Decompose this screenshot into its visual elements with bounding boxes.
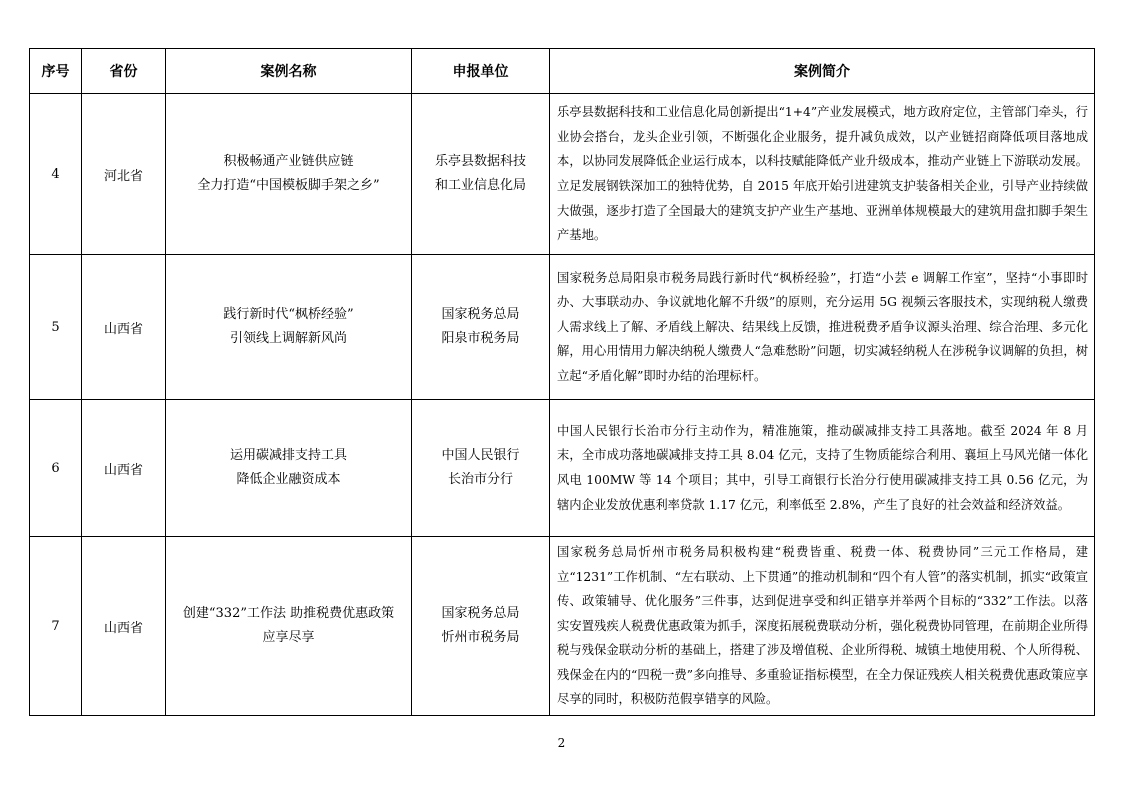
header-province: 省份 [82, 49, 166, 94]
cell-case-name [166, 94, 412, 255]
header-seq: 序号 [30, 49, 82, 94]
cell-unit [412, 94, 550, 255]
unit-line: 忻州市税务局 [441, 630, 520, 645]
cell-intro: 中国人民银行长治市分行主动作为，精准施策，推动碳减排支持工具落地。截至 2024 年 8 月末，全市成功落地碳减排支持工具 8.04 亿元，支持了生物质能综合利用、襄垣上马风光储一体化风电 100MW 等 14 个项目；其中，引导工商银行长治分行使用碳减排支持工具 0.56 亿元，为辖内企业发放优惠利率贷款 1.17 亿元，利率低至 2.8%，产生了良好的社会效益和经济效益。 [550, 400, 1095, 537]
header-intro: 案例简介 [550, 49, 1095, 94]
unit-line: 和工业信息化局 [434, 178, 526, 193]
case-name-line: 降低企业融资成本 [236, 472, 341, 487]
table-row [30, 255, 1095, 400]
table-row [30, 400, 1095, 537]
unit-line: 国家税务总局 [441, 606, 520, 621]
header-unit: 申报单位 [412, 49, 550, 94]
table-row [30, 94, 1095, 255]
cell-seq: 6 [30, 400, 82, 537]
case-name-line: 全力打造“中国模板脚手架之乡” [197, 178, 380, 193]
cell-seq: 7 [30, 537, 82, 716]
cell-intro: 国家税务总局阳泉市税务局践行新时代“枫桥经验”，打造“小芸 e 调解工作室”，坚持“小事即时办、大事联动办、争议就地化解不升级”的原则，充分运用 5G 视频云客服技术，实现纳税人缴费人需求线上了解、矛盾线上解决、结果线上反馈，推进税费矛盾争议源头治理、综合治理、多元化解，用心用情用力解决纳税人缴费人“急难愁盼”问题，切实减轻纳税人在涉税争议调解的负担，树立起“矛盾化解”即时办结的治理标杆。 [550, 255, 1095, 400]
cell-province: 山西省 [82, 400, 166, 537]
cell-case-name [166, 400, 412, 537]
case-name-line: 积极畅通产业链供应链 [223, 154, 354, 169]
header-case-name: 案例名称 [166, 49, 412, 94]
unit-line: 乐亭县数据科技 [434, 154, 526, 169]
cell-seq: 5 [30, 255, 82, 400]
case-name-line: 践行新时代“枫桥经验” [223, 307, 354, 322]
cases-table [29, 48, 1095, 716]
page-number: 2 [557, 736, 566, 750]
cell-province: 山西省 [82, 537, 166, 716]
cell-province: 山西省 [82, 255, 166, 400]
unit-line: 阳泉市税务局 [441, 331, 520, 346]
case-name-line: 创建“332”工作法 助推税费优惠政策 [182, 606, 395, 621]
cell-province: 河北省 [82, 94, 166, 255]
cell-case-name [166, 255, 412, 400]
cell-unit [412, 255, 550, 400]
cell-case-name [166, 537, 412, 716]
case-name-line: 应享尽享 [262, 630, 315, 645]
cell-seq: 4 [30, 94, 82, 255]
cell-intro: 国家税务总局忻州市税务局积极构建“税费皆重、税费一体、税费协同”三元工作格局，建立“1231”工作机制、“左右联动、上下贯通”的推动机制和“四个有人管”的落实机制，抓实“政策宣传、政策辅导、优化服务”三件事，达到促进享受和纠正错享并举两个目标的“332”工作法。以落实安置残疾人税费优惠政策为抓手，深度拓展税费联动分析，强化税费协同管理，在前期企业所得税与残保金联动分析的基础上，搭建了涉及增值税、企业所得税、城镇土地使用税、个人所得税、残保金在内的“四税一费”多向推导、多重验证指标模型，在全力保证残疾人相关税费优惠政策应享尽享的同时，积极防范假享错享的风险。 [550, 537, 1095, 716]
cell-unit [412, 537, 550, 716]
unit-line: 长治市分行 [447, 472, 513, 487]
cell-unit [412, 400, 550, 537]
table-row [30, 537, 1095, 716]
unit-line: 中国人民银行 [441, 448, 520, 463]
cell-intro: 乐亭县数据科技和工业信息化局创新提出“1+4”产业发展模式，地方政府定位，主管部门牵头，行业协会搭台，龙头企业引领，不断强化企业服务，提升减负成效，以产业链招商降低项目落地成本，以协同发展降低企业运行成本，以科技赋能降低产业升级成本，推动产业链上下游联动发展。立足发展钢铁深加工的独特优势，自 2015 年底开始引进建筑支护装备相关企业，引导产业持续做大做强，逐步打造了全国最大的建筑支护产业生产基地、亚洲单体规模最大的建筑用盘扣脚手架生产基地。 [550, 94, 1095, 255]
case-name-line: 运用碳减排支持工具 [229, 448, 347, 463]
case-name-line: 引领线上调解新风尚 [229, 331, 347, 346]
unit-line: 国家税务总局 [441, 307, 520, 322]
table-header-row [30, 49, 1095, 94]
